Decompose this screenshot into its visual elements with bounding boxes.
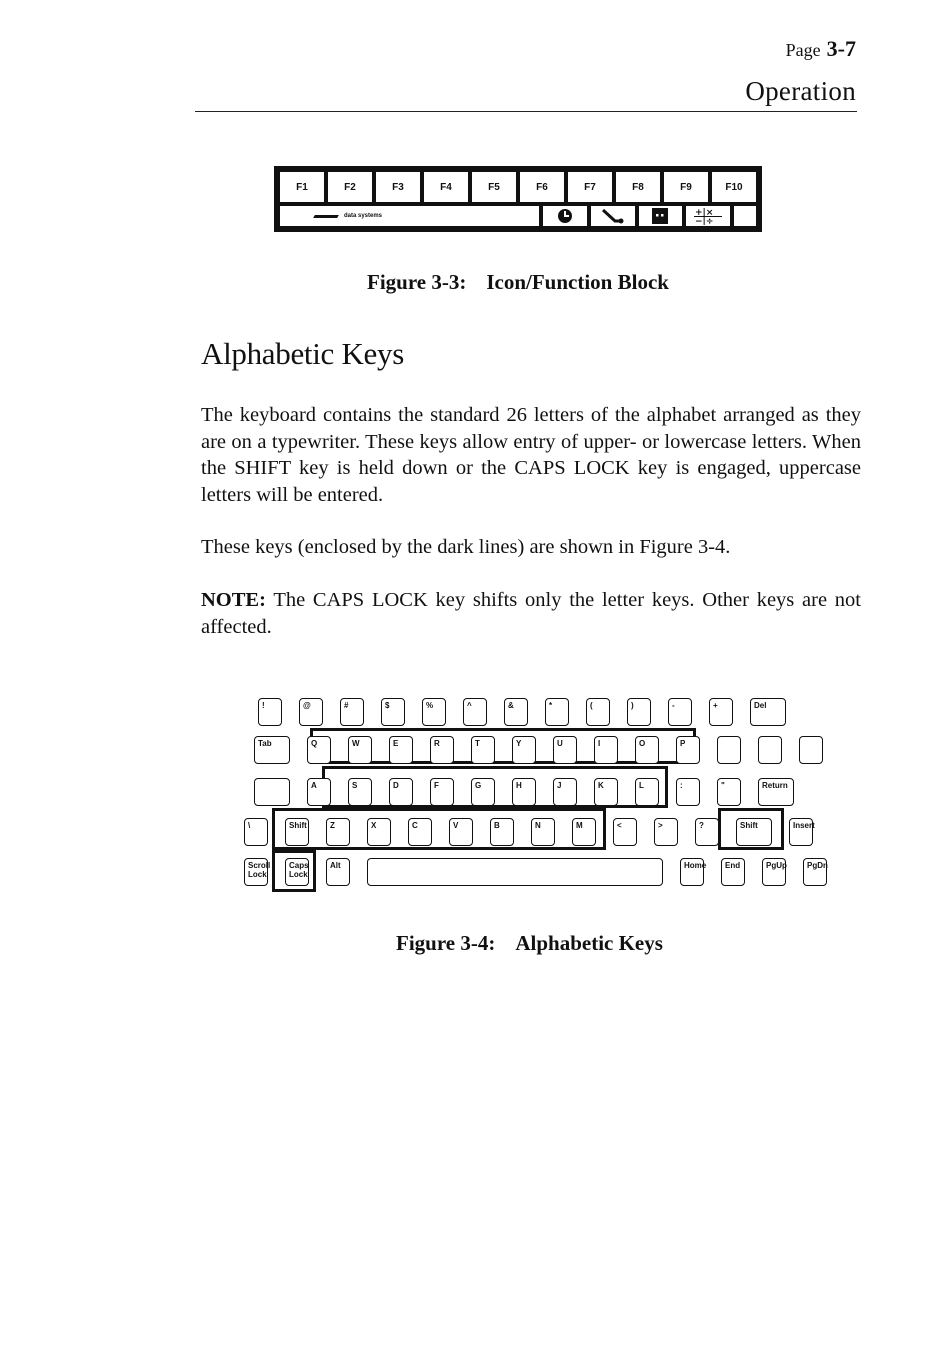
key-blank	[254, 778, 290, 806]
function-key-f1: F1	[280, 172, 324, 202]
key-end: End	[721, 858, 745, 886]
function-key-f10: F10	[712, 172, 756, 202]
key--: !	[258, 698, 282, 726]
logo-text: data systems	[344, 213, 383, 219]
key-del: Del	[750, 698, 786, 726]
key--: ?	[695, 818, 719, 846]
math-ops-icon	[686, 206, 730, 226]
page-number	[786, 36, 856, 62]
svg-text:+|×: +|×	[695, 208, 714, 218]
key-i: I	[594, 736, 618, 764]
key--: #	[340, 698, 364, 726]
key--: :	[676, 778, 700, 806]
calculator-icon	[639, 206, 683, 226]
section-header: Operation	[745, 76, 856, 106]
key-b: B	[490, 818, 514, 846]
key--: *	[545, 698, 569, 726]
key-pgdn: PgDn	[803, 858, 827, 886]
function-key-f4: F4	[424, 172, 468, 202]
key-blank	[758, 736, 782, 764]
key-s: S	[348, 778, 372, 806]
key-n: N	[531, 818, 555, 846]
caption-title: Alphabetic Keys	[515, 931, 663, 955]
key-p: P	[676, 736, 700, 764]
svg-text:−|÷: −|÷	[695, 217, 714, 225]
key-blank	[717, 736, 741, 764]
caption-title: Icon/Function Block	[486, 270, 669, 294]
key-blank	[367, 858, 663, 886]
logo-bar	[280, 206, 539, 226]
note-text: The CAPS LOCK key shifts only the letter keys. Other keys are not affected.	[201, 589, 861, 638]
key-d: D	[389, 778, 413, 806]
key-scroll-lock: Scroll Lock	[244, 858, 268, 886]
paragraph-2: These keys (enclosed by the dark lines) are shown in Figure 3-4.	[201, 536, 731, 558]
logo-icon	[313, 215, 339, 218]
key--: +	[709, 698, 733, 726]
key-t: T	[471, 736, 495, 764]
function-key-f6: F6	[520, 172, 564, 202]
section-title: Alphabetic Keys	[201, 336, 404, 371]
function-key-row	[280, 172, 756, 202]
key--: (	[586, 698, 610, 726]
key-tab: Tab	[254, 736, 290, 764]
function-key-f9: F9	[664, 172, 708, 202]
key-o: O	[635, 736, 659, 764]
key-c: C	[408, 818, 432, 846]
key--: &	[504, 698, 528, 726]
key-k: K	[594, 778, 618, 806]
caption-label: Figure 3-4:	[396, 931, 496, 955]
clock-icon	[543, 206, 587, 226]
key-x: X	[367, 818, 391, 846]
key-q: Q	[307, 736, 331, 764]
key-j: J	[553, 778, 577, 806]
key-w: W	[348, 736, 372, 764]
key-m: M	[572, 818, 596, 846]
key-v: V	[449, 818, 473, 846]
function-key-f5: F5	[472, 172, 516, 202]
key-blank	[799, 736, 823, 764]
key-home: Home	[680, 858, 704, 886]
note-paragraph	[201, 587, 861, 640]
key-y: Y	[512, 736, 536, 764]
key--: %	[422, 698, 446, 726]
function-key-f2: F2	[328, 172, 372, 202]
key--: >	[654, 818, 678, 846]
key--: ^	[463, 698, 487, 726]
keyboard-diagram	[240, 690, 830, 900]
key-alt: Alt	[326, 858, 350, 886]
key--: <	[613, 818, 637, 846]
note-label: NOTE:	[201, 589, 266, 611]
key-g: G	[471, 778, 495, 806]
key-l: L	[635, 778, 659, 806]
key-shift: Shift	[736, 818, 772, 846]
header-divider	[195, 111, 857, 112]
figure-3-3-caption	[367, 270, 669, 295]
key-u: U	[553, 736, 577, 764]
page-number-value: 3-7	[826, 36, 856, 61]
pen-icon	[591, 206, 635, 226]
function-key-f7: F7	[568, 172, 612, 202]
paragraph-1: The keyboard contains the standard 26 letters of the alphabet arranged as they are on a typewriter. These keys allow entry of upper- or lowercase letters. When the SHIFT key is held down or the CAPS LOCK key is engaged, uppercase letters will be entered.	[201, 404, 861, 506]
key--: "	[717, 778, 741, 806]
key-z: Z	[326, 818, 350, 846]
key--: @	[299, 698, 323, 726]
key-shift: Shift	[285, 818, 309, 846]
key-a: A	[307, 778, 331, 806]
key-insert: Insert	[789, 818, 813, 846]
page-label: Page	[785, 40, 821, 60]
key-e: E	[389, 736, 413, 764]
key-h: H	[512, 778, 536, 806]
key-return: Return	[758, 778, 794, 806]
caption-label: Figure 3-3:	[367, 270, 467, 294]
key-f: F	[430, 778, 454, 806]
key--: -	[668, 698, 692, 726]
icon-function-block	[274, 166, 762, 232]
figure-3-4-caption	[396, 931, 663, 956]
key-r: R	[430, 736, 454, 764]
key--: \	[244, 818, 268, 846]
function-key-f8: F8	[616, 172, 660, 202]
blank-key-icon	[734, 206, 756, 226]
key--: )	[627, 698, 651, 726]
key-caps-lock: Caps Lock	[285, 858, 309, 886]
icon-row	[280, 206, 756, 226]
function-key-f3: F3	[376, 172, 420, 202]
key-pgup: PgUp	[762, 858, 786, 886]
alpha-outline-bottom	[272, 808, 606, 850]
key--: $	[381, 698, 405, 726]
